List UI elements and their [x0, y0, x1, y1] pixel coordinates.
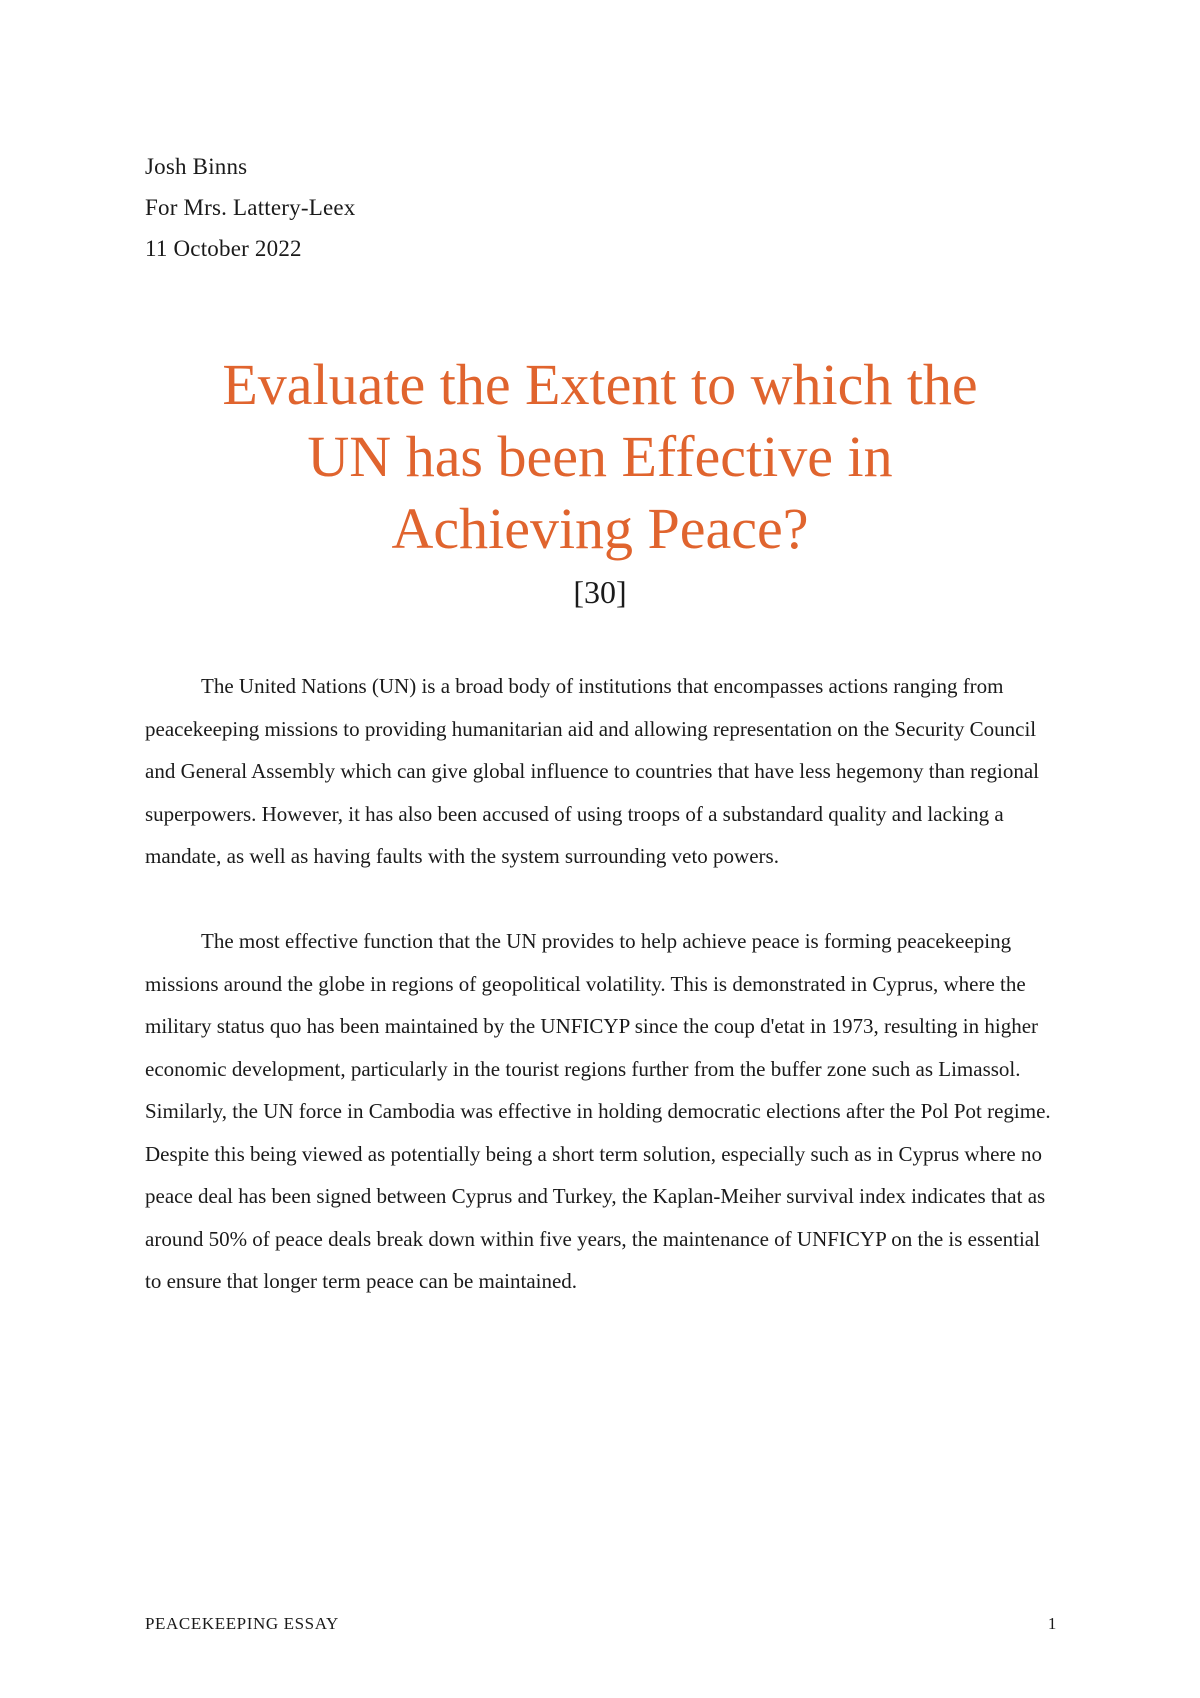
- recipient-name: For Mrs. Lattery-Leex: [145, 195, 356, 220]
- title-line-3: Achieving Peace?: [391, 496, 809, 561]
- essay-body: [145, 665, 1057, 1345]
- mark-allocation: [30]: [573, 574, 627, 610]
- title-line-2: UN has been Effective in: [307, 424, 893, 489]
- title-line-1: Evaluate the Extent to which the: [222, 352, 978, 417]
- body-paragraph-1: The United Nations (UN) is a broad body of institutions that encompasses actions ranging from peacekeeping missions to providing humanitarian aid and allowing representation on the Security Council and General Assembly which can give global influence to countries that have less hegemony than regional superpowers. However, it has also been accused of using troops of a substandard quality and lacking a mandate, as well as having faults with the system surrounding veto powers.: [145, 674, 1039, 868]
- page-number: 1: [1047, 1614, 1057, 1633]
- essay-title: [100, 349, 1100, 565]
- essay-header: [145, 146, 356, 269]
- body-paragraph-2: The most effective function that the UN provides to help achieve peace is forming peacekeeping missions around the globe in regions of geopolitical volatility. This is demonstrated in Cyprus, where the military status quo has been maintained by the UNFICYP since the coup d'etat in 1973, resulting in higher economic development, particularly in the tourist regions further from the buffer zone such as Limassol. Similarly, the UN force in Cambodia was effective in holding democratic elections after the Pol Pot regime. Despite this being viewed as potentially being a short term solution, especially such as in Cyprus where no peace deal has been signed between Cyprus and Turkey, the Kaplan-Meiher survival index indicates that as around 50% of peace deals break down within five years, the maintenance of UNFICYP on the is essential to ensure that longer term peace can be maintained.: [145, 929, 1051, 1293]
- author-name: Josh Binns: [145, 154, 248, 179]
- page-footer: [145, 1614, 1057, 1634]
- essay-date: 11 October 2022: [145, 236, 302, 261]
- running-head: PEACEKEEPING ESSAY: [145, 1614, 339, 1633]
